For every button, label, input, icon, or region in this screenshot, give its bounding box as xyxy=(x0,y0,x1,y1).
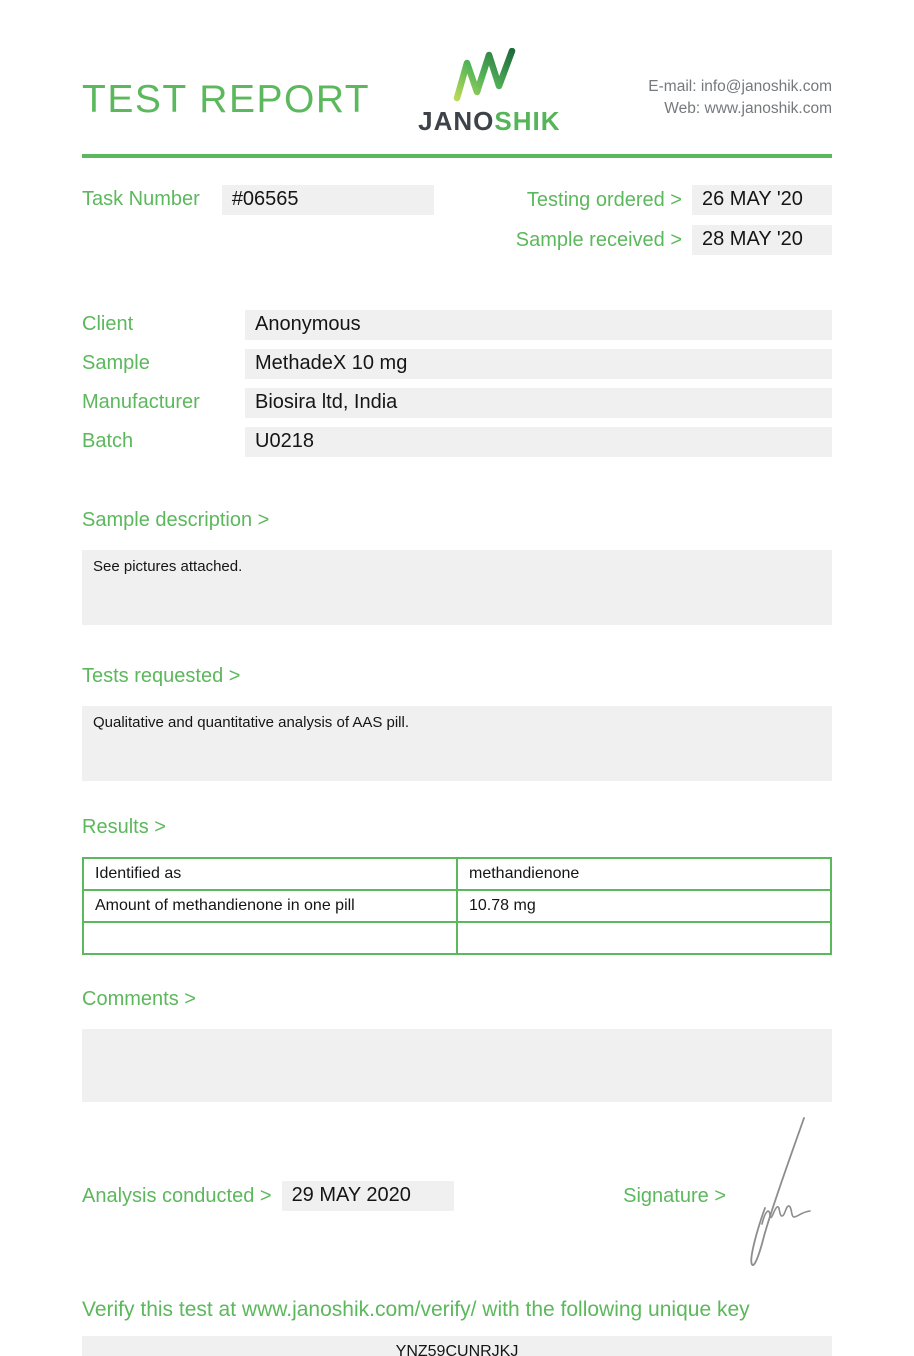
header-divider xyxy=(82,154,832,158)
analysis-conducted-group xyxy=(82,1181,454,1211)
result-key: Identified as xyxy=(83,858,457,890)
comments-heading: Comments > xyxy=(82,988,196,1010)
testing-ordered-row xyxy=(516,185,832,215)
sample-row xyxy=(82,349,832,379)
sample-value: MethadeX 10 mg xyxy=(245,349,832,379)
results-table xyxy=(82,857,832,955)
result-value: methandienone xyxy=(457,858,831,890)
testing-ordered-value: 26 MAY '20 xyxy=(692,185,832,215)
task-number-label: Task Number xyxy=(82,188,200,210)
janoshik-logo xyxy=(418,48,561,137)
result-key xyxy=(83,922,457,954)
signature-image xyxy=(740,1112,832,1280)
batch-label: Batch xyxy=(82,430,134,452)
page-title: TEST REPORT xyxy=(82,78,371,121)
batch-value: U0218 xyxy=(245,427,832,457)
analysis-conducted-label: Analysis conducted > xyxy=(82,1184,272,1207)
verify-instruction: Verify this test at www.janoshik.com/verify/ with the following unique key xyxy=(82,1298,750,1321)
sample-description-section xyxy=(82,509,832,625)
sample-label: Sample xyxy=(82,352,150,374)
sample-received-label: Sample received > xyxy=(515,228,682,251)
logo-text-shik: SHIK xyxy=(494,106,561,136)
signature-label: Signature > xyxy=(623,1184,726,1207)
client-label: Client xyxy=(82,313,134,335)
tests-requested-heading: Tests requested > xyxy=(82,665,241,687)
task-section xyxy=(82,185,832,255)
client-value: Anonymous xyxy=(245,310,832,340)
sample-description-heading: Sample description > xyxy=(82,509,270,531)
analysis-signature-row xyxy=(82,1112,832,1280)
manufacturer-label: Manufacturer xyxy=(82,391,200,413)
results-heading: Results > xyxy=(82,816,166,838)
task-number-value: #06565 xyxy=(222,185,434,215)
manufacturer-value: Biosira ltd, India xyxy=(245,388,832,418)
growth-chart-icon xyxy=(449,48,527,104)
sample-received-value: 28 MAY '20 xyxy=(692,225,832,255)
comments-section xyxy=(82,988,832,1102)
tests-requested-text: Qualitative and quantitative analysis of AAS pill. xyxy=(82,706,832,781)
contact-web: Web: www.janoshik.com xyxy=(664,100,832,118)
tests-requested-section xyxy=(82,665,832,781)
table-row xyxy=(83,922,831,954)
batch-row xyxy=(82,427,832,457)
table-row xyxy=(83,890,831,922)
table-row xyxy=(83,858,831,890)
report-header xyxy=(82,0,832,137)
contact-info xyxy=(648,48,832,121)
sample-received-row xyxy=(516,225,832,255)
signature-group xyxy=(623,1112,832,1280)
result-value xyxy=(457,922,831,954)
logo-text-jano: JANO xyxy=(418,106,495,136)
result-value: 10.78 mg xyxy=(457,890,831,922)
client-row xyxy=(82,310,832,340)
logo-wordmark xyxy=(418,106,561,137)
testing-ordered-label: Testing ordered > xyxy=(526,188,682,211)
comments-text xyxy=(82,1029,832,1102)
sample-info-section xyxy=(82,310,832,457)
unique-key-value: YNZ59CUNRJKJ xyxy=(82,1336,832,1356)
manufacturer-row xyxy=(82,388,832,418)
contact-email: E-mail: info@janoshik.com xyxy=(648,78,832,95)
result-key: Amount of methandienone in one pill xyxy=(83,890,457,922)
results-section xyxy=(82,816,832,955)
sample-description-text: See pictures attached. xyxy=(82,550,832,625)
analysis-date-value: 29 MAY 2020 xyxy=(282,1181,454,1211)
